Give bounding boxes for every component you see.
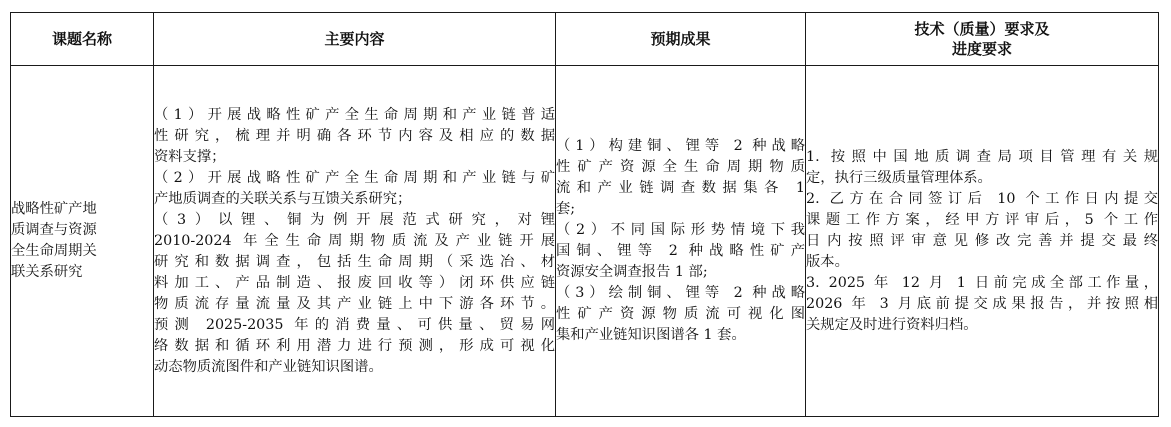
text-line: 2010-2024 年全生命周期物质流及产业链开展: [154, 232, 555, 249]
cell-project-name: [11, 66, 154, 417]
table-row: [11, 66, 1159, 417]
text-line: （2）不同国际形势情境下我: [556, 222, 805, 238]
text-line: 资料支撑；: [154, 148, 226, 165]
text-line: 集和产业链知识图谱各 1 套。: [556, 327, 746, 343]
header-technical-requirements: [806, 13, 1159, 66]
text-line: 版本。: [806, 253, 849, 270]
text-line: 课题工作方案，经甲方评审后，5 个工作: [806, 211, 1158, 228]
text-line: （1）构建铜、锂等 2 种战略: [556, 138, 805, 154]
text-line: （1）开展战略性矿产全生命周期和产业链普适: [154, 106, 555, 123]
text-line: 料加工、产品制造、报废回收等）闭环供应链: [154, 274, 555, 291]
text-line: 2. 乙方在合同签订后 10 个工作日内提交: [806, 190, 1158, 207]
text-line: （2）开展战略性矿产全生命周期和产业链与矿: [154, 169, 555, 186]
header-row: [11, 13, 1159, 66]
text-line: 络数据和循环利用潜力进行预测，形成可视化: [154, 337, 555, 354]
text-line: 战略性矿产地: [11, 201, 97, 217]
cell-main-content: [154, 66, 556, 417]
text-line: 定，执行三级质量管理体系。: [806, 169, 992, 186]
project-requirements-table: [10, 12, 1159, 417]
text-line: （3）绘制铜、锂等 2 种战略: [556, 285, 805, 301]
cell-expected-results: [556, 66, 806, 417]
header-text: 课题名称: [51, 30, 112, 48]
header-text: 进度要求: [951, 40, 1012, 58]
text-line: 全生命周期关: [11, 243, 97, 259]
text-line: 物质流存量流量及其产业链上中下游各环节。: [154, 295, 555, 312]
text-line: 产地质调查的关联关系与互馈关系研究；: [154, 190, 412, 207]
text-line: 关规定及时进行资料归档。: [806, 316, 978, 333]
cell-technical-requirements: [806, 66, 1159, 417]
header-expected-results: [556, 13, 806, 66]
text-line: 流和产业链调查数据集各 1: [556, 180, 805, 196]
header-project-name: [11, 13, 154, 66]
text-line: 预测 2025-2035 年的消费量、可供量、贸易网: [154, 316, 555, 333]
text-line: 性研究，梳理并明确各环节内容及相应的数据: [154, 127, 555, 144]
text-line: （3）以锂、铜为例开展范式研究，对锂: [154, 211, 555, 228]
text-line: 3. 2025 年 12 月 1 日前完成全部工作量，: [806, 274, 1158, 291]
text-line: 资源安全调查报告 1 部;: [556, 264, 708, 280]
text-line: 联关系研究: [11, 264, 83, 280]
header-main-content: [154, 13, 556, 66]
text-line: 2026 年 3 月底前提交成果报告，并按照相: [806, 295, 1158, 312]
text-line: 研究和数据调查，包括生命周期（采选冶、材: [154, 253, 555, 270]
text-line: 套;: [556, 201, 576, 217]
header-text: 主要内容: [324, 30, 385, 48]
text-line: 动态物质流图件和产业链知识图谱。: [154, 358, 383, 375]
text-line: 国铜、锂等 2 种战略性矿产: [556, 243, 805, 259]
text-line: 质调查与资源: [11, 222, 97, 238]
header-text: 预期成果: [650, 30, 711, 48]
header-text: 技术（质量）要求及: [914, 20, 1050, 38]
text-line: 性矿产资源物质流可视化图: [556, 306, 805, 322]
text-line: 日内按照评审意见修改完善并提交最终: [806, 232, 1158, 249]
text-line: 性矿产资源全生命周期物质: [556, 159, 805, 175]
text-line: 1. 按照中国地质调查局项目管理有关规: [806, 148, 1158, 165]
